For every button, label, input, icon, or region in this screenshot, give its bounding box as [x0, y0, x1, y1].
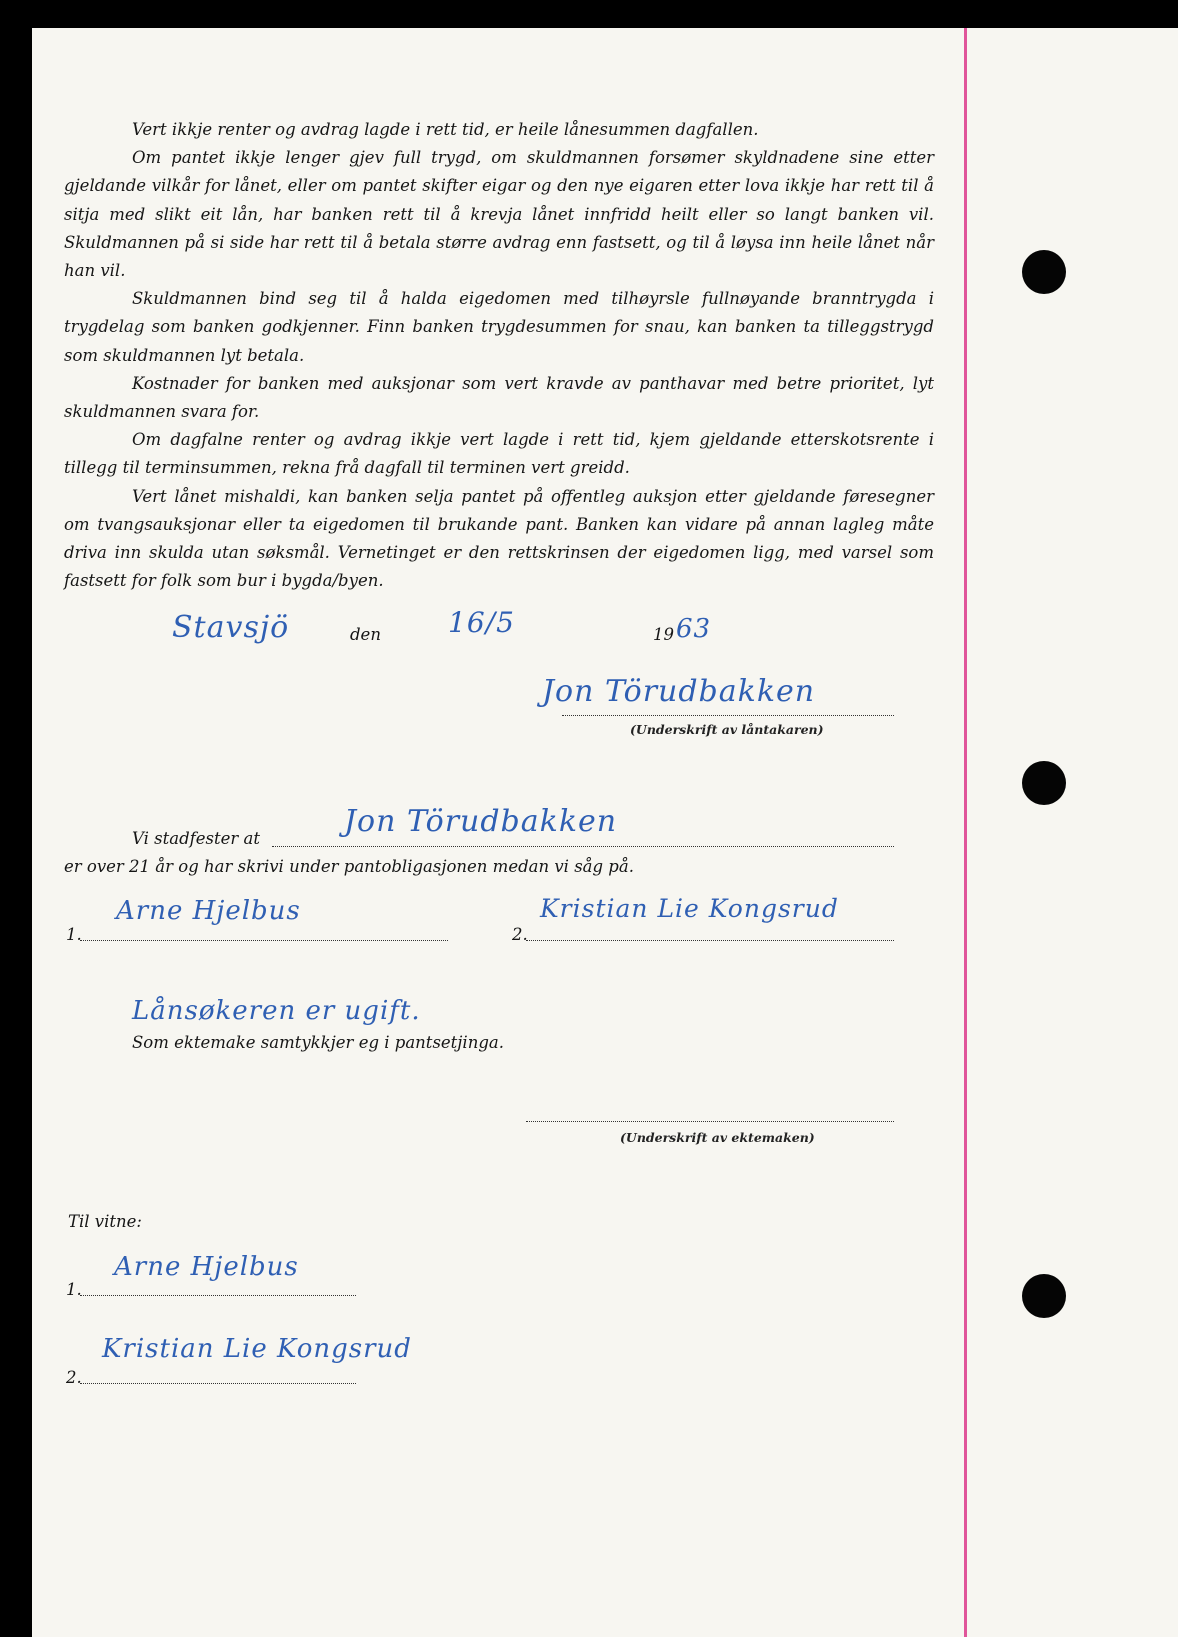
punch-hole	[1022, 250, 1066, 294]
loan-terms-text	[64, 116, 934, 595]
witness-line	[80, 1383, 356, 1384]
witness2-signature: Kristian Lie Kongsrud	[540, 894, 839, 923]
witness-number: 1.	[66, 925, 82, 944]
witness-line	[80, 940, 448, 941]
confirm-statement: er over 21 år og har skrivi under pantobligasjonen medan vi såg på.	[64, 857, 634, 876]
confirmed-name-handwritten: Jon Törudbakken	[344, 804, 618, 839]
witness-number: 2.	[512, 925, 528, 944]
margin-line	[964, 28, 967, 1637]
witness-line	[80, 1295, 356, 1296]
year-suffix-handwritten: 63	[676, 614, 712, 644]
spouse-consent: Som ektemake samtykkjer eg i pantsetjinga.	[132, 1033, 504, 1052]
witnesses-label: Til vitne:	[68, 1212, 142, 1231]
punch-hole	[1022, 1274, 1066, 1318]
borrower-caption: (Underskrift av låntakaren)	[630, 722, 824, 737]
witness2-signature: Kristian Lie Kongsrud	[102, 1334, 412, 1364]
day-month-handwritten: 16/5	[448, 606, 515, 639]
witness-number: 1.	[66, 1280, 82, 1299]
paragraph: Om dagfalne renter og avdrag ikkje vert lagde i rett tid, kjem gjeldande etterskotsrente i tillegg til terminsummen, rekna frå dagfall til terminen vert greidd.	[64, 430, 934, 478]
witness1-signature: Arne Hjelbus	[116, 896, 301, 926]
spouse-signature-line	[526, 1121, 894, 1122]
paragraph: Vert ikkje renter og avdrag lagde i rett tid, er heile lånesummen dagfallen.	[132, 120, 759, 139]
paragraph: Kostnader for banken med auksjonar som vert kravde av panthavar med betre prioritet, lyt skuldmannen svara for.	[64, 373, 934, 422]
year-prefix: 19	[653, 625, 674, 644]
spouse-caption: (Underskrift av ektemaken)	[620, 1130, 815, 1145]
den-label: den	[350, 625, 381, 644]
witness-number: 2.	[66, 1368, 82, 1387]
paragraph: Skuldmannen bind seg til å halda eigedomen med tilhøyrsle fullnøyande branntrygda i trygdelag som banken godkjenner. Finn banken trygdesummen for snau, kan banken ta tilleggstrygd som skuldmannen lyt betala.	[64, 289, 934, 365]
witness-line	[526, 940, 894, 941]
punch-hole	[1022, 761, 1066, 805]
paragraph: Om pantet ikkje lenger gjev full trygd, om skuldmannen forsømer skyldnadene sine etter gjeldande vilkår for lånet, eller om pantet skifter eigar og den nye eigaren etter lova ikkje har rett til å sitja med slikt eit lån, har banken rett til å krevja lånet innfridd heilt eller so langt banken vil. Skuldmannen på si side har rett til å betala større avdrag enn fastsett, og til å løysa inn heile lånet når han vil.	[64, 148, 934, 281]
confirm-label: Vi stadfester at	[132, 829, 260, 848]
borrower-signature: Jon Törudbakken	[542, 674, 816, 709]
signature-line	[562, 715, 894, 716]
place-handwritten: Stavsjö	[172, 610, 290, 645]
marital-status-note: Lånsøkeren er ugift.	[132, 996, 421, 1026]
document-page	[32, 28, 1178, 1637]
name-line	[272, 846, 894, 847]
witness1-signature: Arne Hjelbus	[114, 1252, 299, 1282]
paragraph: Vert lånet mishaldi, kan banken selja pantet på offentleg auksjon etter gjeldande føresegner om tvangsauksjonar eller ta eigedomen til brukande pant. Banken kan vidare på annan lagleg måte driva inn skulda utan søksmål. Vernetinget er den rettskrinsen der eigedomen ligg, med varsel som fastsett for folk som bur i bygda/byen.	[64, 486, 934, 591]
